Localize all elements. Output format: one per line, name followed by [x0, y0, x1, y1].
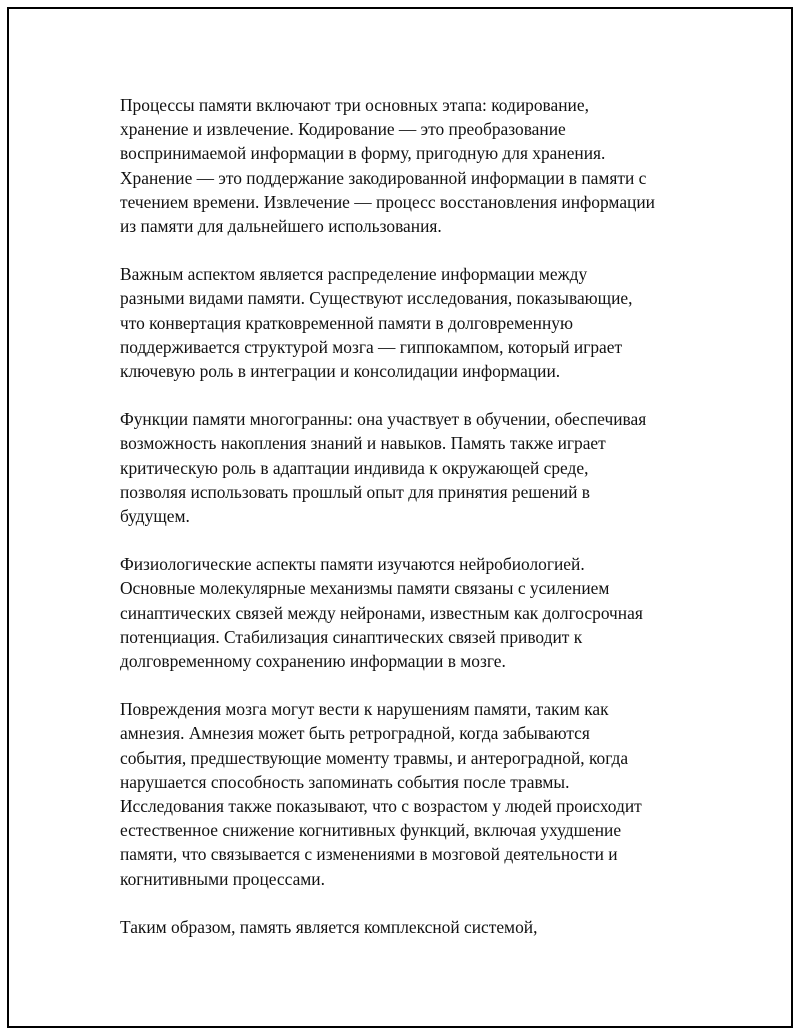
text-line: потенциация. Стабилизация синаптических связей приводит к	[120, 626, 583, 647]
text-line: синаптических связей между нейронами, известным как долгосрочная	[120, 602, 643, 623]
text-line: Важным аспектом является распределение информации между	[120, 264, 588, 285]
paragraph	[120, 915, 700, 939]
text-line: ключевую роль в интеграции и консолидации информации.	[120, 361, 561, 382]
text-line: нарушается способность запоминать события после травмы.	[120, 771, 570, 792]
paragraph	[120, 697, 700, 891]
text-line: долговременному сохранению информации в мозге.	[120, 651, 506, 672]
text-line: Физиологические аспекты памяти изучаются нейробиологией.	[120, 554, 585, 575]
text-line: памяти, что связывается с изменениями в мозговой деятельности и	[120, 844, 618, 865]
text-line: Хранение — это поддержание закодированной информации в памяти с	[120, 167, 647, 188]
text-line: воспринимаемой информации в форму, пригодную для хранения.	[120, 143, 606, 164]
text-line: Повреждения мозга могут вести к нарушениям памяти, таким как	[120, 699, 609, 720]
paragraph	[120, 93, 700, 238]
text-line: когнитивными процессами.	[120, 868, 325, 889]
text-line: амнезия. Амнезия может быть ретроградной, когда забываются	[120, 723, 590, 744]
text-line: Исследования также показывают, что с возрастом у людей происходит	[120, 796, 642, 817]
document-body	[120, 93, 700, 963]
paragraph	[120, 407, 700, 528]
text-line: поддерживается структурой мозга — гиппокампом, который играет	[120, 336, 623, 357]
text-line: течением времени. Извлечение — процесс восстановления информации	[120, 191, 655, 212]
text-line: критическую роль в адаптации индивида к окружающей среде,	[120, 457, 589, 478]
text-line: естественное снижение когнитивных функций, включая ухудшение	[120, 820, 622, 841]
text-line: события, предшествующие моменту травмы, и антероградной, когда	[120, 747, 629, 768]
paragraph	[120, 262, 700, 383]
text-line: позволяя использовать прошлый опыт для принятия решений в	[120, 481, 590, 502]
text-line: хранение и извлечение. Кодирование — это преобразование	[120, 119, 566, 140]
text-line: возможность накопления знаний и навыков. Память также играет	[120, 433, 606, 454]
text-line: Основные молекулярные механизмы памяти связаны с усилением	[120, 578, 610, 599]
paragraph	[120, 552, 700, 673]
text-line: будущем.	[120, 506, 190, 527]
text-line: что конвертация кратковременной памяти в долговременную	[120, 312, 573, 333]
text-line: Таким образом, память является комплексной системой,	[120, 916, 538, 937]
text-line: Функции памяти многогранны: она участвует в обучении, обеспечивая	[120, 409, 647, 430]
text-line: из памяти для дальнейшего использования.	[120, 216, 442, 237]
document-page	[7, 7, 793, 1028]
text-line: разными видами памяти. Существуют исследования, показывающие,	[120, 288, 633, 309]
text-line: Процессы памяти включают три основных этапа: кодирование,	[120, 95, 589, 115]
